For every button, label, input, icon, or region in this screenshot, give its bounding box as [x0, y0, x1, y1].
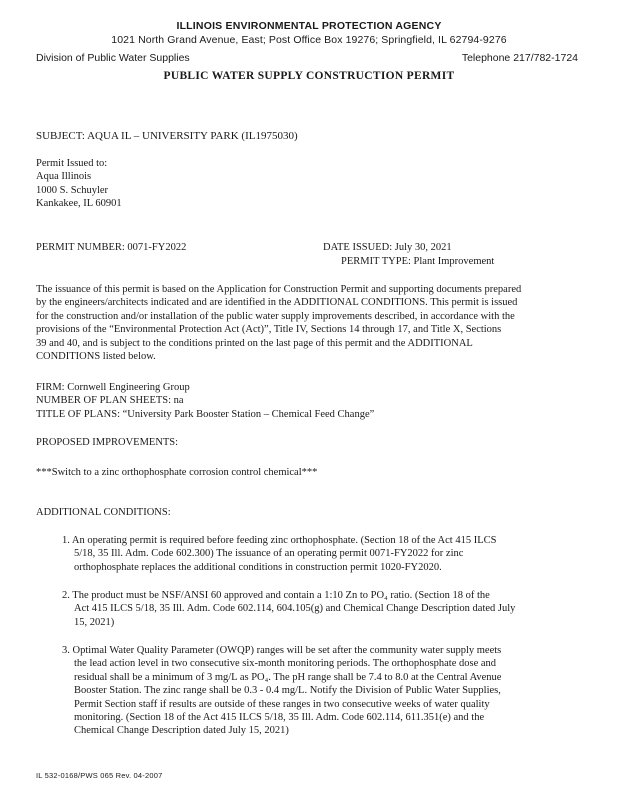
condition-line: the lead action level in two consecutive six-month monitoring periods. The orthophosphate dose and: [74, 658, 497, 670]
firm-block: [36, 381, 374, 421]
issued-to-label: Permit Issued to:: [36, 158, 108, 169]
condition-line: monitoring. (Section 18 of the Act 415 ILCS 5/18, 35 Ill. Adm. Code 602.114, 611.351(e) and the: [74, 712, 485, 724]
issued-to-block: [36, 157, 122, 211]
condition-line: residual shall be a minimum of 3 mg/L as PO₄. The pH range shall be 7.4 to 8.0 at the Central Avenue: [74, 671, 502, 683]
condition-line: orthophosphate replaces the additional conditions in construction permit 1020-FY2020.: [74, 561, 442, 573]
subject-line: SUBJECT: AQUA IL – UNIVERSITY PARK (IL1975030): [36, 130, 298, 142]
intro-line: for the construction and/or installation of the public water supply improvements described, in accordance with the: [36, 310, 515, 322]
division-name: Division of Public Water Supplies: [36, 52, 190, 64]
condition-line: 15, 2021): [74, 616, 115, 628]
issued-to-street: 1000 S. Schuyler: [36, 184, 109, 196]
condition-3: [62, 644, 592, 738]
permit-number: PERMIT NUMBER: 0071-FY2022: [36, 242, 187, 253]
condition-line: Chemical Change Description dated July 15, 2021): [74, 725, 289, 737]
plan-title: TITLE OF PLANS: “University Park Booster Station – Chemical Feed Change”: [36, 408, 375, 420]
intro-line: The issuance of this permit is based on the Application for Construction Permit and supporting documents prepared: [36, 284, 522, 295]
conditions-heading: ADDITIONAL CONDITIONS:: [36, 507, 171, 518]
intro-line: provisions of the “Environmental Protection Act (Act)”, Title IV, Sections 14 through 17, and Title X, Sections: [36, 324, 502, 336]
document-title: PUBLIC WATER SUPPLY CONSTRUCTION PERMIT: [163, 70, 455, 82]
intro-line: 39 and 40, and is subject to the conditions printed on the last page of this permit and the ADDITIONAL: [36, 337, 473, 349]
intro-line: CONDITIONS listed below.: [36, 351, 156, 363]
condition-line: 5/18, 35 Ill. Adm. Code 602.300) The issuance of an operating permit 0071-FY2022 for zinc: [74, 548, 464, 560]
condition-line: 1. An operating permit is required before feeding zinc orthophosphate. (Section 18 of the Act 415 ILCS: [62, 535, 497, 546]
proposed-heading: PROPOSED IMPROVEMENTS:: [36, 437, 179, 448]
firm-name: FIRM: Cornwell Engineering Group: [36, 382, 190, 393]
condition-line: Booster Station. The zinc range shall be 0.3 - 0.4 mg/L. Notify the Division of Public Water Supplies,: [74, 685, 501, 697]
proposed-text: ***Switch to a zinc orthophosphate corrosion control chemical***: [36, 467, 318, 478]
plan-sheets: NUMBER OF PLAN SHEETS: na: [36, 395, 184, 407]
permit-type: PERMIT TYPE: Plant Improvement: [341, 256, 495, 267]
form-number: IL 532-0168/PWS 065 Rev. 04-2007: [36, 771, 163, 780]
condition-line: 3. Optimal Water Quality Parameter (OWQP) ranges will be set after the community water supply meets: [62, 645, 502, 656]
condition-line: Act 415 ILCS 5/18, 35 Ill. Adm. Code 602.114, 604.105(g) and Chemical Change Description dated July: [74, 603, 516, 615]
agency-name: ILLINOIS ENVIRONMENTAL PROTECTION AGENCY: [176, 20, 442, 32]
issued-to-city: Kankakee, IL 60901: [36, 198, 122, 210]
intro-line: by the engineers/architects indicated and are identified in the ADDITIONAL CONDITIONS. This permit is issued: [36, 297, 518, 309]
date-issued: DATE ISSUED: July 30, 2021: [323, 242, 452, 253]
condition-line: Permit Section staff if results are outside of these ranges in two consecutive weeks of water quality: [74, 698, 490, 710]
condition-line: 2. The product must be NSF/ANSI 60 approved and contain a 1:10 Zn to PO₄ ratio. (Section 18 of the: [62, 590, 490, 601]
condition-1: [62, 534, 592, 574]
agency-address: 1021 North Grand Avenue, East; Post Office Box 19276; Springfield, IL 62794-9276: [111, 34, 507, 46]
telephone: Telephone 217/782-1724: [461, 52, 578, 64]
issued-to-name: Aqua Illinois: [36, 171, 92, 183]
condition-2: [62, 589, 592, 629]
intro-paragraph: [36, 283, 584, 363]
